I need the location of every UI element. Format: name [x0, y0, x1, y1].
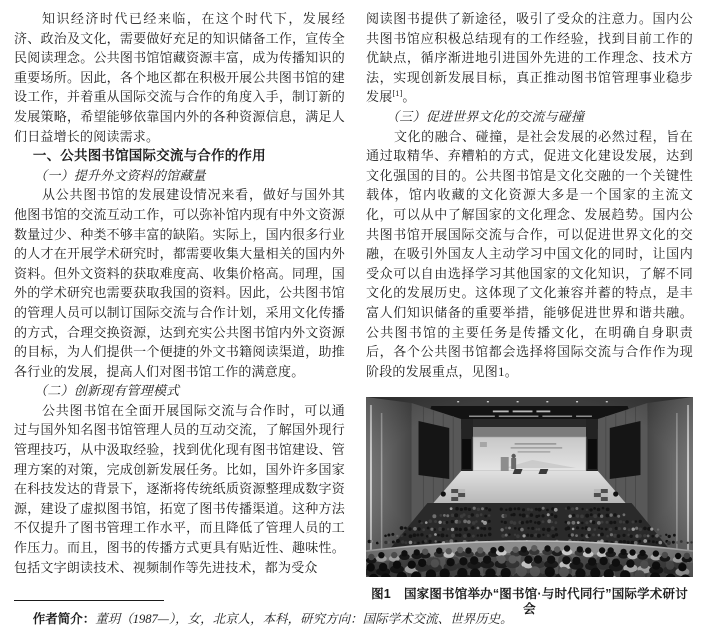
continuation-period: 。: [402, 89, 416, 105]
subsection-heading-3: （三）促进世界文化的交流与碰撞: [386, 108, 585, 124]
paragraph-culture-exchange: 文化的融合、碰撞，是社会发展的必然过程，旨在通过取精华、弃糟粕的方式，促进文化建设发展，达到文化强国的目的。公共图书馆是文化交融的一个关键性载体，馆内收藏的文化资源大多是一个国家的主流文化，可以从中了解国家的文化理念、发展趋势。国内公共图书馆开展国际交流与合作，可以促进世界文化的交融，在吸引外国友人主动学习中国文化的同时，让国内受众可以自由选择学习其他国家的文化知识，了解不同文化的发展历史。这体现了文化兼容并蓄的特点，是丰富人们知识储备的重要举措，能够促进世界和谐共融。公共图书馆的主要任务是传播文化，在明确自身职责后，各个公共图书馆都会选择将国际交流与合作作为现阶段的发展重点，见图1。: [366, 128, 693, 379]
paragraph-management-innovation: 公共图书馆在全面开展国际交流与合作时，可以通过与国外知名图书馆管理人员的互动交流，了解国外现行管理技巧，从中汲取经验，找到优化现有图书馆建设、管理方案的对策，完成创新发展任务。比如，国外许多国家在科技发达的背景下，逐渐将传统纸质资源整理成数字资源，建设了虚拟图书馆，拓宽了图书传播渠道。这种方法不仅提升了图书管理工作水平，而且降低了管理人员的工作压力。而且，图书的传播方式更具有贴近性、趣味性。包括文字朗读技术、视频制作等先进技术，都为受众: [14, 402, 345, 575]
intro-paragraph: 知识经济时代已经来临，在这个时代下，发展经济、政治及文化，需要做好充足的知识储备工作，宣传全民阅读理念。公共图书馆馆藏资源丰富，成为传播知识的重要场所。因此，各个地区都在积极开展公共图书馆的建设工作，并着重从国际交流与合作的角度入手，制订新的发展策略，希望能够依靠国内外的各种资源信息，满足人们日益增长的阅读需求。: [14, 11, 345, 144]
figure-caption-text: 国家图书馆举办“图书馆·与时代同行”国际学术研讨会: [403, 587, 688, 617]
footnote-divider: [14, 600, 164, 601]
author-bio-line: [14, 610, 693, 628]
vignette-overlay: [366, 397, 693, 577]
subsection-heading-1: （一）提升外文资料的馆藏量: [34, 167, 206, 183]
section-heading-1: 一、公共图书馆国际交流与合作的作用: [32, 148, 266, 164]
paragraph-continuation: [366, 9, 693, 107]
figure-label: 图1: [371, 587, 391, 602]
citation-ref-1: [1]: [392, 88, 403, 99]
paragraph-foreign-materials: 从公共图书馆的发展建设情况来看，做好与国外其他图书馆的交流互动工作，可以弥补馆内现有中外文资源数量过少、种类不够丰富的缺陷。实际上，国内很多行业的人才在开展学术研究时，都需要收集大量相关的国内外资料。但外文资料的获取难度高、收集价格高。同理，国外的学术研究也需要获取我国的资料。因此，公共图书馆的管理人员可以制订国际交流与合作计划，采用文化传播的方式，合理交换资源，达到充实公共图书馆内外文资源的目标，为人们提供一个便捷的外文书籍阅读渠道，助推各行业的发展，提高人们对图书馆工作的满意度。: [14, 187, 345, 379]
author-bio-text: 董玥（1987—），女，北京人，本科，研究方向：国际学术交流、世界历史。: [95, 612, 513, 626]
left-column: [14, 9, 345, 577]
right-column: [366, 9, 693, 617]
author-bio-label: 作者简介：: [32, 612, 96, 626]
auditorium-photo: [366, 397, 693, 577]
figure-1: [366, 397, 693, 617]
continuation-text: 阅读图书提供了新途径，吸引了受众的注意力。国内公共图书馆应积极总结现有的工作经验，找到目前工作的优缺点，循序渐进地引进国外先进的工作理念、技术方法，实现创新发展目标，真正推动图书馆管理事业稳步发展: [366, 11, 693, 105]
subsection-heading-2: （二）创新现有管理模式: [34, 383, 180, 399]
